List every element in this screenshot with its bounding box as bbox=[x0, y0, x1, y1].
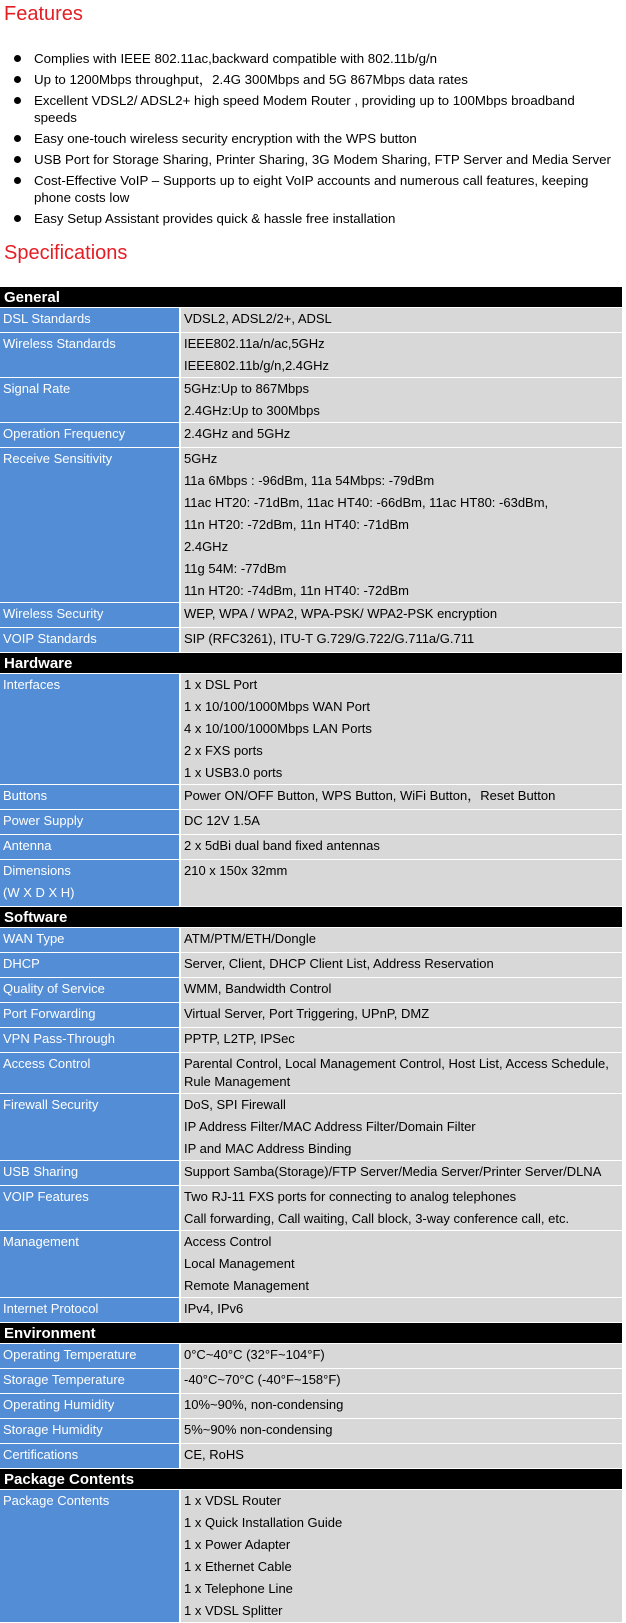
spec-value-line: ATM/PTM/ETH/Dongle bbox=[184, 931, 316, 946]
spec-row bbox=[0, 1369, 622, 1394]
spec-value-line: IP Address Filter/MAC Address Filter/Domain Filter bbox=[184, 1119, 476, 1134]
spec-value bbox=[180, 308, 622, 333]
spec-label bbox=[0, 860, 180, 907]
bullet-icon bbox=[14, 177, 21, 184]
spec-group-title: Hardware bbox=[0, 653, 622, 674]
spec-row bbox=[0, 1231, 622, 1298]
spec-label bbox=[0, 1490, 180, 1623]
spec-value bbox=[180, 810, 622, 835]
spec-label-line: Quality of Service bbox=[3, 981, 105, 996]
spec-label-line: USB Sharing bbox=[3, 1164, 79, 1179]
spec-value-line: WEP, WPA / WPA2, WPA-PSK/ WPA2-PSK encryption bbox=[184, 606, 498, 621]
spec-label-line: Internet Protocol bbox=[3, 1301, 99, 1316]
spec-value-line: 11a 6Mbps : -96dBm, 11a 54Mbps: -79dBm bbox=[184, 473, 435, 488]
spec-label-line: Management bbox=[3, 1234, 79, 1249]
spec-label bbox=[0, 835, 180, 860]
spec-row bbox=[0, 378, 622, 423]
spec-value-line: DC 12V 1.5A bbox=[184, 813, 260, 828]
spec-label bbox=[0, 603, 180, 628]
spec-label bbox=[0, 308, 180, 333]
spec-value-line: Power ON/OFF Button, WPS Button, WiFi Button，Reset Button bbox=[184, 788, 556, 803]
spec-value bbox=[180, 333, 622, 378]
spec-label-line: Buttons bbox=[3, 788, 48, 803]
spec-value bbox=[180, 448, 622, 603]
spec-row bbox=[0, 1419, 622, 1444]
spec-value bbox=[180, 1003, 622, 1028]
spec-value bbox=[180, 1369, 622, 1394]
spec-label-line: (W X D X H) bbox=[3, 885, 75, 900]
spec-value-line: 2.4GHz and 5GHz bbox=[184, 426, 291, 441]
spec-value bbox=[180, 674, 622, 785]
spec-label-line: Firewall Security bbox=[3, 1097, 99, 1112]
spec-label-line: Signal Rate bbox=[3, 381, 71, 396]
spec-label-line: Wireless Standards bbox=[3, 336, 116, 351]
spec-row bbox=[0, 810, 622, 835]
spec-row bbox=[0, 860, 622, 907]
spec-row bbox=[0, 1186, 622, 1231]
spec-label-line: VPN Pass-Through bbox=[3, 1031, 115, 1046]
spec-label bbox=[0, 1394, 180, 1419]
spec-value bbox=[180, 1394, 622, 1419]
spec-label-line: VOIP Standards bbox=[3, 631, 97, 646]
spec-row bbox=[0, 1028, 622, 1053]
spec-value bbox=[180, 835, 622, 860]
spec-group-title: Package Contents bbox=[0, 1469, 622, 1490]
spec-label bbox=[0, 1444, 180, 1469]
spec-row bbox=[0, 308, 622, 333]
feature-text: Easy Setup Assistant provides quick & hassle free installation bbox=[34, 211, 396, 226]
spec-label-line: Interfaces bbox=[3, 677, 61, 692]
feature-text: Excellent VDSL2/ ADSL2+ high speed Modem Router , providing up to 100Mbps broadband speeds bbox=[34, 93, 575, 125]
spec-group-header bbox=[0, 1469, 622, 1490]
spec-value-line: 1 x Quick Installation Guide bbox=[184, 1515, 343, 1530]
spec-value-line: 1 x VDSL Splitter bbox=[184, 1603, 283, 1618]
spec-label bbox=[0, 1003, 180, 1028]
spec-row bbox=[0, 628, 622, 653]
spec-value-line: Server, Client, DHCP Client List, Address Reservation bbox=[184, 956, 494, 971]
spec-label bbox=[0, 628, 180, 653]
spec-value bbox=[180, 423, 622, 448]
spec-value-line: 2.4GHz bbox=[184, 539, 229, 554]
spec-label-line: Port Forwarding bbox=[3, 1006, 96, 1021]
spec-value bbox=[180, 603, 622, 628]
bullet-icon bbox=[14, 135, 21, 142]
spec-row bbox=[0, 1161, 622, 1186]
spec-group-header bbox=[0, 907, 622, 928]
spec-row bbox=[0, 928, 622, 953]
spec-value-line: Parental Control, Local Management Control, Host List, Access Schedule, Rule Management bbox=[184, 1056, 609, 1089]
spec-group-header bbox=[0, 653, 622, 674]
spec-label-line: Certifications bbox=[3, 1447, 79, 1462]
spec-value bbox=[180, 1231, 622, 1298]
feature-item bbox=[14, 50, 616, 67]
spec-value-line: VDSL2, ADSL2/2+, ADSL bbox=[184, 311, 332, 326]
spec-row bbox=[0, 1394, 622, 1419]
spec-value bbox=[180, 1490, 622, 1623]
spec-group-title: Environment bbox=[0, 1323, 622, 1344]
spec-row bbox=[0, 1053, 622, 1094]
spec-group-header bbox=[0, 287, 622, 308]
spec-label bbox=[0, 378, 180, 423]
spec-value bbox=[180, 378, 622, 423]
bullet-icon bbox=[14, 97, 21, 104]
spec-value-line: 1 x DSL Port bbox=[184, 677, 258, 692]
spec-value-line: Call forwarding, Call waiting, Call block, 3-way conference call, etc. bbox=[184, 1211, 570, 1226]
spec-value bbox=[180, 1298, 622, 1323]
spec-value bbox=[180, 978, 622, 1003]
spec-value-line: DoS, SPI Firewall bbox=[184, 1097, 286, 1112]
bullet-icon bbox=[14, 55, 21, 62]
spec-value-line: 11ac HT20: -71dBm, 11ac HT40: -66dBm, 11ac HT80: -63dBm, bbox=[184, 495, 549, 510]
spec-label bbox=[0, 1419, 180, 1444]
spec-row bbox=[0, 1344, 622, 1369]
spec-value bbox=[180, 928, 622, 953]
spec-label-line: Storage Temperature bbox=[3, 1372, 125, 1387]
spec-label-line: Storage Humidity bbox=[3, 1422, 103, 1437]
spec-label bbox=[0, 1161, 180, 1186]
spec-value-line: CE, RoHS bbox=[184, 1447, 244, 1462]
spec-label bbox=[0, 1186, 180, 1231]
specifications-table bbox=[0, 287, 622, 1623]
spec-value-line: SIP (RFC3261), ITU-T G.729/G.722/G.711a/G.711 bbox=[184, 631, 475, 646]
bullet-icon bbox=[14, 215, 21, 222]
spec-value bbox=[180, 1186, 622, 1231]
spec-label-line: Receive Sensitivity bbox=[3, 451, 113, 466]
spec-label-line: VOIP Features bbox=[3, 1189, 89, 1204]
spec-value-line: Virtual Server, Port Triggering, UPnP, DMZ bbox=[184, 1006, 430, 1021]
spec-value bbox=[180, 953, 622, 978]
spec-label bbox=[0, 423, 180, 448]
feature-list bbox=[0, 50, 626, 227]
spec-value bbox=[180, 1028, 622, 1053]
spec-value-line: 1 x Power Adapter bbox=[184, 1537, 291, 1552]
spec-value bbox=[180, 1094, 622, 1161]
spec-value-line: Two RJ-11 FXS ports for connecting to analog telephones bbox=[184, 1189, 517, 1204]
spec-row bbox=[0, 1490, 622, 1623]
spec-label bbox=[0, 448, 180, 603]
spec-value-line: 4 x 10/100/1000Mbps LAN Ports bbox=[184, 721, 372, 736]
spec-label-line: DHCP bbox=[3, 956, 40, 971]
spec-label bbox=[0, 1231, 180, 1298]
spec-row bbox=[0, 1444, 622, 1469]
spec-value-line: IP and MAC Address Binding bbox=[184, 1141, 352, 1156]
feature-text: Up to 1200Mbps throughput，2.4G 300Mbps and 5G 867Mbps data rates bbox=[34, 72, 468, 87]
spec-label bbox=[0, 1344, 180, 1369]
spec-value bbox=[180, 785, 622, 810]
spec-row bbox=[0, 1298, 622, 1323]
spec-value-line: IEEE802.11a/n/ac,5GHz bbox=[184, 336, 325, 351]
spec-label bbox=[0, 1028, 180, 1053]
spec-group-title: Software bbox=[0, 907, 622, 928]
spec-label-line: Package Contents bbox=[3, 1493, 110, 1508]
spec-value-line: 0°C~40°C (32°F~104°F) bbox=[184, 1347, 325, 1362]
spec-label-line: WAN Type bbox=[3, 931, 65, 946]
spec-label bbox=[0, 1298, 180, 1323]
feature-item bbox=[14, 92, 616, 126]
feature-text: Complies with IEEE 802.11ac,backward compatible with 802.11b/g/n bbox=[34, 51, 438, 66]
spec-label-line: Operation Frequency bbox=[3, 426, 126, 441]
spec-label-line: Operating Temperature bbox=[3, 1347, 137, 1362]
spec-value-line: 2 x FXS ports bbox=[184, 743, 263, 758]
spec-value bbox=[180, 1344, 622, 1369]
spec-group-title: General bbox=[0, 287, 622, 308]
spec-row bbox=[0, 1094, 622, 1161]
spec-label bbox=[0, 785, 180, 810]
spec-label bbox=[0, 1369, 180, 1394]
spec-row bbox=[0, 978, 622, 1003]
spec-label-line: Access Control bbox=[3, 1056, 91, 1071]
bullet-icon bbox=[14, 156, 21, 163]
spec-value-line: 5%~90% non-condensing bbox=[184, 1422, 333, 1437]
feature-item bbox=[14, 172, 616, 206]
spec-row bbox=[0, 603, 622, 628]
spec-label bbox=[0, 978, 180, 1003]
feature-item bbox=[14, 151, 616, 168]
spec-value bbox=[180, 1419, 622, 1444]
spec-value-line: 1 x Ethernet Cable bbox=[184, 1559, 292, 1574]
feature-item bbox=[14, 71, 616, 88]
feature-item bbox=[14, 210, 616, 227]
spec-label-line: DSL Standards bbox=[3, 311, 91, 326]
spec-value-line: 11g 54M: -77dBm bbox=[184, 561, 287, 576]
spec-value-line: 5GHz bbox=[184, 451, 218, 466]
spec-value-line: 11n HT20: -74dBm, 11n HT40: -72dBm bbox=[184, 583, 409, 598]
spec-label bbox=[0, 674, 180, 785]
spec-label bbox=[0, 953, 180, 978]
spec-label bbox=[0, 928, 180, 953]
spec-value-line: 1 x VDSL Router bbox=[184, 1493, 282, 1508]
spec-label bbox=[0, 1094, 180, 1161]
spec-row bbox=[0, 1003, 622, 1028]
spec-value bbox=[180, 1161, 622, 1186]
spec-label bbox=[0, 1053, 180, 1094]
spec-value-line: 210 x 150x 32mm bbox=[184, 863, 288, 878]
spec-value-line: 1 x Telephone Line bbox=[184, 1581, 293, 1596]
features-heading: Features bbox=[4, 3, 83, 25]
spec-value bbox=[180, 1444, 622, 1469]
spec-value-line: Access Control bbox=[184, 1234, 272, 1249]
spec-value-line: WMM, Bandwidth Control bbox=[184, 981, 332, 996]
bullet-icon bbox=[14, 76, 21, 83]
spec-label bbox=[0, 810, 180, 835]
spec-value-line: 11n HT20: -72dBm, 11n HT40: -71dBm bbox=[184, 517, 409, 532]
spec-label-line: Antenna bbox=[3, 838, 52, 853]
spec-value-line: 2.4GHz:Up to 300Mbps bbox=[184, 403, 320, 418]
spec-value bbox=[180, 860, 622, 907]
spec-label-line: Power Supply bbox=[3, 813, 84, 828]
spec-value-line: IPv4, IPv6 bbox=[184, 1301, 244, 1316]
spec-row bbox=[0, 674, 622, 785]
spec-value bbox=[180, 628, 622, 653]
spec-row bbox=[0, 448, 622, 603]
spec-value-line: PPTP, L2TP, IPSec bbox=[184, 1031, 295, 1046]
spec-value-line: Local Management bbox=[184, 1256, 295, 1271]
feature-text: Easy one-touch wireless security encryption with the WPS button bbox=[34, 131, 417, 146]
spec-row bbox=[0, 423, 622, 448]
spec-label-line: Dimensions bbox=[3, 863, 71, 878]
spec-label bbox=[0, 333, 180, 378]
spec-row bbox=[0, 785, 622, 810]
feature-item bbox=[14, 130, 616, 147]
spec-row bbox=[0, 953, 622, 978]
spec-value-line: Support Samba(Storage)/FTP Server/Media Server/Printer Server/DLNA bbox=[184, 1164, 602, 1179]
spec-value-line: IEEE802.11b/g/n,2.4GHz bbox=[184, 358, 330, 373]
spec-label-line: Wireless Security bbox=[3, 606, 104, 621]
spec-label-line: Operating Humidity bbox=[3, 1397, 115, 1412]
spec-value-line: 10%~90%, non-condensing bbox=[184, 1397, 344, 1412]
spec-value-line: 1 x USB3.0 ports bbox=[184, 765, 283, 780]
feature-text: Cost-Effective VoIP – Supports up to eight VoIP accounts and numerous call features, keeping phone costs low bbox=[34, 173, 589, 205]
spec-row bbox=[0, 835, 622, 860]
spec-value-line: 1 x 10/100/1000Mbps WAN Port bbox=[184, 699, 370, 714]
spec-group-header bbox=[0, 1323, 622, 1344]
specifications-heading: Specifications bbox=[4, 242, 128, 264]
spec-value bbox=[180, 1053, 622, 1094]
spec-value-line: 5GHz:Up to 867Mbps bbox=[184, 381, 310, 396]
feature-text: USB Port for Storage Sharing, Printer Sharing, 3G Modem Sharing, FTP Server and Media Server bbox=[34, 152, 611, 167]
spec-value-line: Remote Management bbox=[184, 1278, 310, 1293]
spec-value-line: 2 x 5dBi dual band fixed antennas bbox=[184, 838, 380, 853]
spec-row bbox=[0, 333, 622, 378]
spec-value-line: -40°C~70°C (-40°F~158°F) bbox=[184, 1372, 341, 1387]
